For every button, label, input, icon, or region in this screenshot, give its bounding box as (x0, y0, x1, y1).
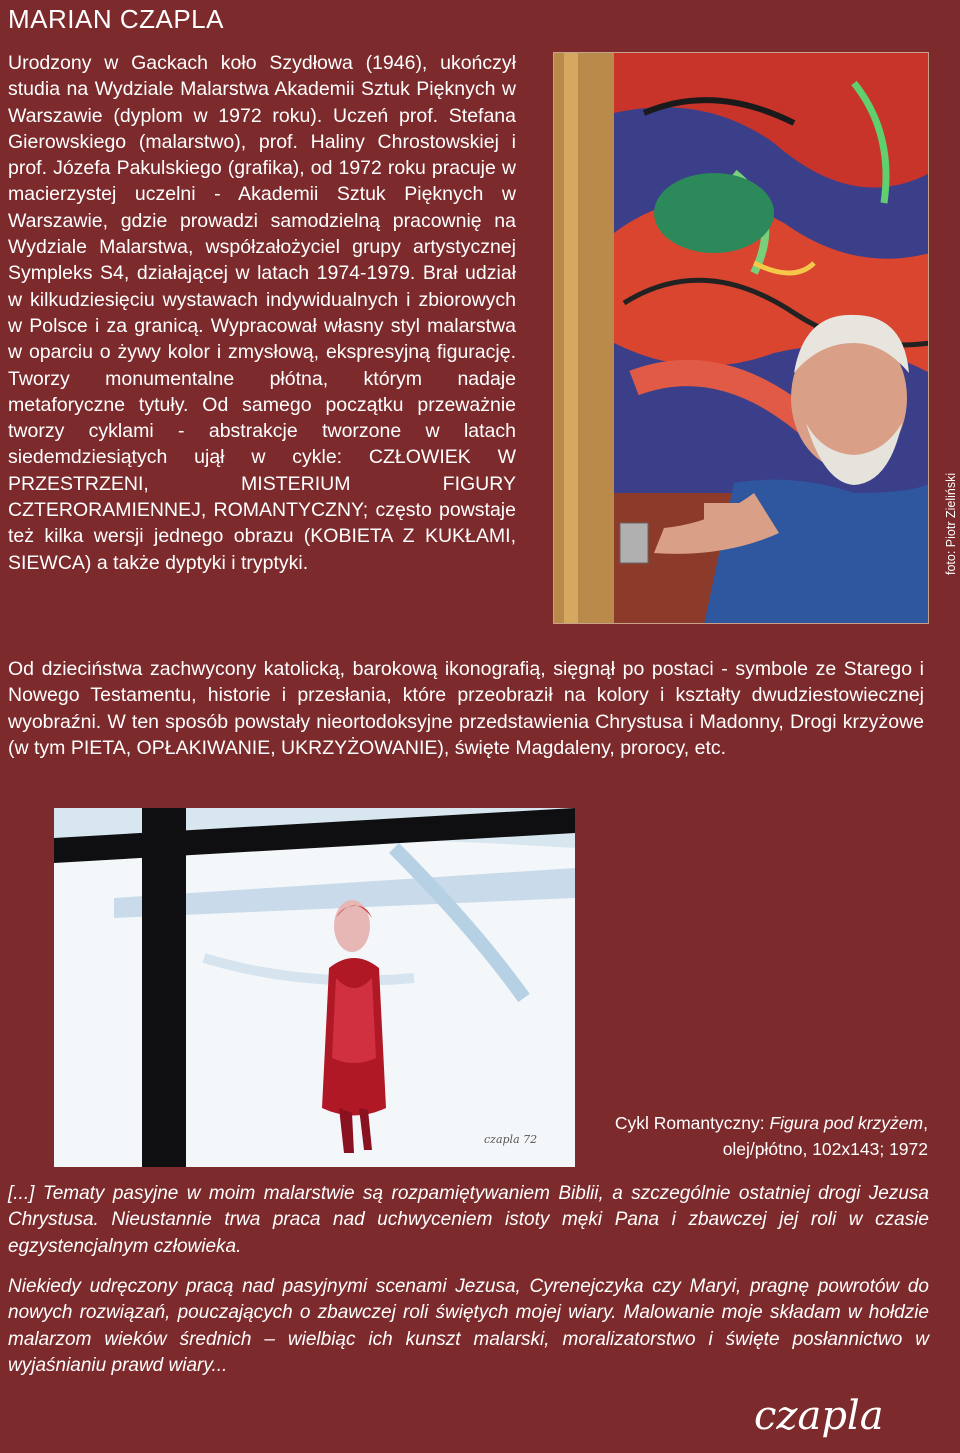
figure-under-cross-painting (54, 808, 575, 1167)
signature (752, 1385, 922, 1445)
artist-photo-image (554, 53, 929, 624)
bio-paragraph-1: Urodzony w Gackach koło Szydłowa (1946), ukończył studia na Wydziale Malarstwa Akademii Sztuk Pięknych w Warszawie (dyplom w 1972 roku). Uczeń prof. Stefana Gierowskiego (malarstwo), prof. Haliny Chrostowskiej i prof. Józefa Pakulskiego (grafika), od 1972 roku pracuje w macierzystej uczelni - Akademii Sztuk Pięknych w Warszawie, gdzie prowadzi samodzielną pracownię na Wydziale Malarstwa, współzałożyciel grupy artystycznej Sympleks S4, działającej w latach 1974-1979. Brał udział w kilkudziesięciu wystawach indywidualnych i zbiorowych w Polsce i za granicą. Wypracował własny styl malarstwa w oparciu o żywy kolor i zmysłową, ekspresyjną figurację. Tworzy monumentalne płótna, którym nadaje metaforyczne tytuły. Od samego początku przeważnie tworzy cyklami - abstrakcje tworzone w latach siedemdziesiątych ujął w cykle: CZŁOWIEK W PRZESTRZENI, MISTERIUM FIGURY CZTERORAMIENNEJ, ROMANTYCZNY; często powstaje też kilka wersji jednego obrazu (KOBIETA Z KUKŁAMI, SIEWCA) a także dyptyki i tryptyki. (8, 52, 516, 574)
painting-image (54, 808, 575, 1167)
quote-paragraph-2: Niekiedy udręczony pracą nad pasyjnymi scenami Jezusa, Cyrenejczyka czy Maryi, pragnę powrotów do nowych rozwiązań, pouczających o zbawczej roli świętych mojej wiary. Malowanie moje składam w hołdzie malarzom wieków średnich – wielbiąc ich kunszt malarski, moralizatorstwo i święte posłannictwo w wyjaśnianiu prawd wiary... (8, 1276, 929, 1376)
caption-title: Figura pod krzyżem (769, 1113, 924, 1133)
svg-text:czapla: czapla (754, 1393, 884, 1439)
quote-paragraph-1: [...] Tematy pasyjne w moim malarstwie są rozpamiętywaniem Biblii, a szczególnie ostatniej drogi Jezusa Chrystusa. Nieustannie trwa praca nad uchwyceniem istoty męki Pana i zbawczej jej roli w czasie egzystencjalnym człowieka. (8, 1183, 929, 1257)
bio-paragraph-2: Od dzieciństwa zachwycony katolicką, barokową ikonografią, sięgnął po postaci - symbole ze Starego i Nowego Testamentu, historie i przesłania, które przeobraził na kolory i kształty dwudziestowiecznej wyobraźni. W ten sposób powstały nieortodoksyjne przedstawienia Chrystusa i Madonny, Drogi krzyżowe (w tym PIETA, OPŁAKIWANIE, UKRZYŻOWANIE), święte Magdaleny, prorocy, etc. (8, 658, 924, 759)
painting-signature: czapla 72 (484, 1133, 538, 1146)
artist-name-heading: MARIAN CZAPLA (8, 4, 224, 34)
signature-handwriting (752, 1385, 922, 1445)
caption-details: , olej/płótno, 102x143; 1972 (722, 1113, 928, 1159)
caption-series: Cykl Romantyczny: (614, 1113, 770, 1133)
photo-credit: foto: Piotr Zieliński (944, 472, 958, 575)
artist-photo (553, 52, 929, 624)
painting-caption (528, 1110, 928, 1162)
